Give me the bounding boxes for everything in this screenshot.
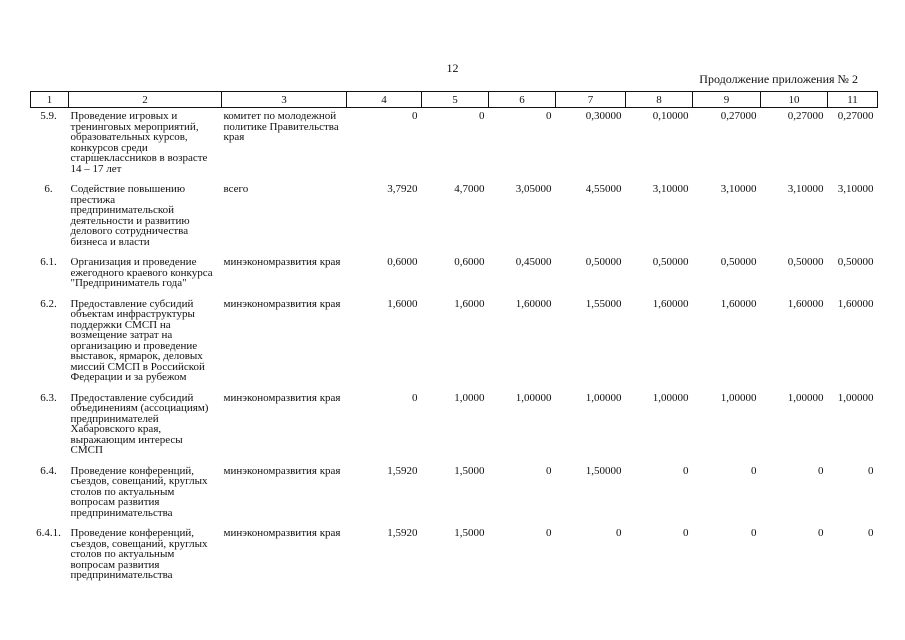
- value-cell: 0: [751, 527, 757, 539]
- value-cell: 3,7920: [387, 183, 418, 195]
- row-number: 6.4.: [40, 464, 57, 477]
- header-row: [31, 92, 878, 108]
- value-cell: 1,60000: [515, 297, 552, 310]
- row-number: 6.1.: [40, 256, 57, 268]
- value-cell: 1,00000: [720, 391, 757, 404]
- table-row: [31, 181, 878, 254]
- value-cell: 0,6000: [387, 256, 418, 268]
- value-cell: 1,00000: [515, 391, 552, 404]
- column-header: 9: [693, 92, 761, 108]
- row-number: 6.2.: [40, 297, 57, 310]
- activity-name: Проведение конференций, съездов, совещаний, круглых столов по актуальным вопросам развития предпринимательства: [70, 527, 208, 581]
- value-cell: 0,50000: [720, 256, 757, 268]
- table-row: [31, 463, 878, 526]
- value-cell: 1,00000: [787, 391, 824, 404]
- table-row: [31, 296, 878, 390]
- value-cell: 1,00000: [837, 391, 874, 404]
- executor: минэкономразвития края: [223, 391, 341, 404]
- value-cell: 0,50000: [652, 256, 689, 268]
- row-number: 5.9.: [40, 110, 57, 122]
- executor: минэкономразвития края: [223, 256, 341, 268]
- value-cell: 1,60000: [652, 297, 689, 310]
- column-header: 10: [761, 92, 828, 108]
- executor: минэкономразвития края: [223, 527, 341, 539]
- table-row: [31, 108, 878, 182]
- value-cell: 0,27000: [787, 110, 824, 122]
- value-cell: 1,5000: [454, 527, 485, 539]
- budget-table: [30, 91, 878, 588]
- value-cell: 0: [546, 464, 552, 477]
- value-cell: 0,27000: [837, 110, 874, 122]
- value-cell: 0,50000: [585, 256, 622, 268]
- value-cell: 1,00000: [652, 391, 689, 404]
- value-cell: 1,60000: [837, 297, 874, 310]
- column-header: 8: [626, 92, 693, 108]
- activity-name: Предоставление субсидий объединениям (ассоциациям) предпринимателей Хабаровского края, выражающим интересы СМСП: [70, 391, 209, 456]
- value-cell: 3,10000: [652, 183, 689, 195]
- value-cell: 0: [818, 464, 824, 477]
- executor: всего: [223, 183, 249, 195]
- value-cell: 3,10000: [720, 183, 757, 195]
- row-number: 6.4.1.: [36, 527, 61, 539]
- value-cell: 0: [868, 527, 874, 539]
- appendix-continuation-note: Продолжение приложения № 2: [699, 72, 858, 86]
- value-cell: 0: [412, 391, 418, 404]
- activity-name: Содействие повышению престижа предпринимательской деятельности и развитию делового сотрудничества бизнеса и власти: [70, 183, 190, 248]
- value-cell: 1,5000: [454, 464, 485, 477]
- column-header: 2: [69, 92, 222, 108]
- column-header: 1: [31, 92, 69, 108]
- activity-name: Организация и проведение ежегодного краевого конкурса "Предприниматель года": [70, 256, 213, 289]
- value-cell: 0,50000: [787, 256, 824, 268]
- column-header: 4: [347, 92, 422, 108]
- value-cell: 4,55000: [585, 183, 622, 195]
- value-cell: 3,05000: [515, 183, 552, 195]
- value-cell: 0: [546, 110, 552, 122]
- activity-name: Предоставление субсидий объектам инфраструктуры поддержки СМСП на возмещение затрат на организацию и проведение выставок, ярмарок, деловых миссий СМСП в Российской Федерации и за рубежом: [70, 297, 205, 383]
- value-cell: 0: [818, 527, 824, 539]
- column-header: 7: [556, 92, 626, 108]
- column-header: 6: [489, 92, 556, 108]
- executor: минэкономразвития края: [223, 297, 341, 310]
- value-cell: 0,6000: [454, 256, 485, 268]
- value-cell: 0: [616, 527, 622, 539]
- value-cell: 0,45000: [515, 256, 552, 268]
- value-cell: 0,50000: [837, 256, 874, 268]
- value-cell: 0: [868, 464, 874, 477]
- value-cell: 0: [479, 110, 485, 122]
- value-cell: 1,55000: [585, 297, 622, 310]
- value-cell: 1,6000: [454, 297, 485, 310]
- value-cell: 1,60000: [787, 297, 824, 310]
- value-cell: 0: [683, 464, 689, 477]
- value-cell: 3,10000: [837, 183, 874, 195]
- activity-name: Проведение игровых и тренинговых мероприятий, образовательных курсов, конкурсов среди старшеклассников в возрасте 14 – 17 лет: [70, 110, 208, 175]
- value-cell: 0,27000: [720, 110, 757, 122]
- value-cell: 0,10000: [652, 110, 689, 122]
- value-cell: 1,0000: [454, 391, 485, 404]
- executor: минэкономразвития края: [223, 464, 341, 477]
- value-cell: 0: [412, 110, 418, 122]
- table-row: [31, 254, 878, 296]
- row-number: 6.: [44, 183, 53, 195]
- value-cell: 1,50000: [585, 464, 622, 477]
- table-row: [31, 525, 878, 588]
- activity-name: Проведение конференций, съездов, совещаний, круглых столов по актуальным вопросам развития предпринимательства: [70, 464, 208, 519]
- value-cell: 4,7000: [454, 183, 485, 195]
- value-cell: 1,5920: [387, 464, 418, 477]
- value-cell: 0,30000: [585, 110, 622, 122]
- value-cell: 1,5920: [387, 527, 418, 539]
- value-cell: 0: [683, 527, 689, 539]
- value-cell: 3,10000: [787, 183, 824, 195]
- executor: комитет по молодежной политике Правительства края: [223, 110, 339, 143]
- value-cell: 0: [751, 464, 757, 477]
- column-header: 3: [222, 92, 347, 108]
- value-cell: 1,00000: [585, 391, 622, 404]
- value-cell: 1,60000: [720, 297, 757, 310]
- column-header: 11: [828, 92, 878, 108]
- column-header: 5: [422, 92, 489, 108]
- table-row: [31, 390, 878, 463]
- row-number: 6.3.: [40, 391, 57, 404]
- page-number: 12: [446, 61, 459, 75]
- value-cell: 0: [546, 527, 552, 539]
- value-cell: 1,6000: [387, 297, 418, 310]
